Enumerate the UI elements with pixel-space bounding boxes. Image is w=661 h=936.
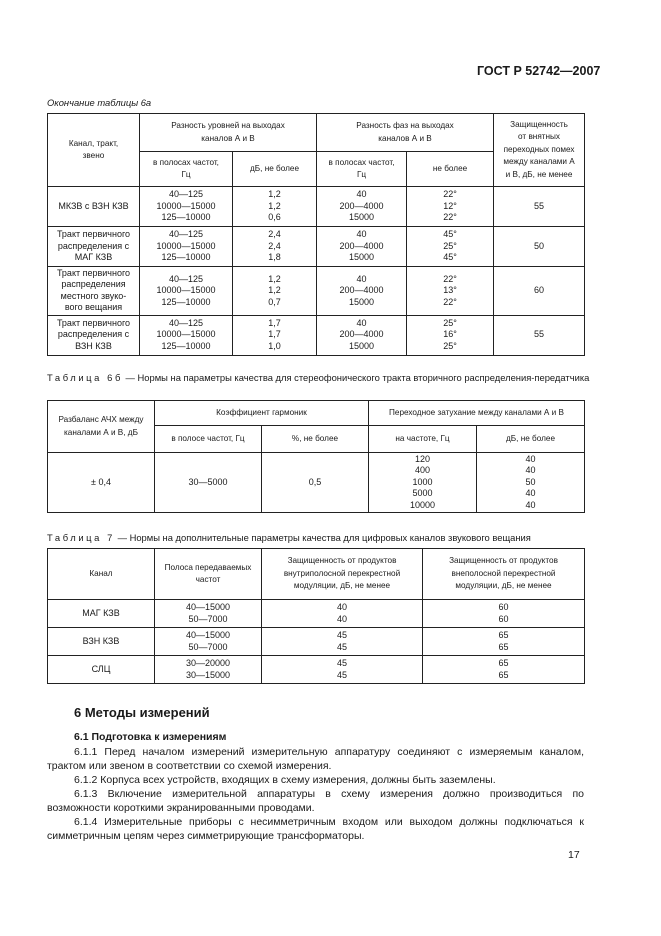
cell-band: 30—20000 30—15000	[155, 656, 262, 684]
cell-phase-freq: 40 200—4000 15000	[317, 315, 407, 355]
col-header-phase-freq: в полосах частот, Гц	[317, 152, 407, 187]
table-row	[48, 656, 585, 684]
page-number: 17	[568, 849, 580, 861]
document-code: ГОСТ Р 52742—2007	[477, 64, 601, 78]
cell-protection: 55	[494, 315, 585, 355]
cell-phase-max: 25° 16° 25°	[407, 315, 494, 355]
cell-phase-max: 45° 25° 45°	[407, 227, 494, 267]
cell-level-freq: 40—125 10000—15000 125—10000	[140, 267, 233, 316]
col-header-crosstalk-freq: на частоте, Гц	[369, 426, 477, 453]
cell-outband: 60 60	[423, 600, 585, 628]
cell-level-db: 1,7 1,7 1,0	[233, 315, 317, 355]
cell-level-freq: 40—125 10000—15000 125—10000	[140, 315, 233, 355]
table-row	[48, 315, 585, 355]
table-row	[48, 628, 585, 656]
cell-phase-freq: 40 200—4000 15000	[317, 267, 407, 316]
table-7-title: — Нормы на дополнительные параметры качества для цифровых каналов звукового вещания	[114, 532, 531, 543]
col-header-response-imbalance: Разбаланс АЧХ между каналами А и В, дБ	[48, 401, 155, 453]
table-row	[48, 600, 585, 628]
col-header-crosstalk-attenuation: Переходное затухание между каналами А и В	[369, 401, 585, 426]
cell-harmonic-freq: 30—5000	[155, 453, 262, 513]
col-header-harmonic-coefficient: Коэффициент гармоник	[155, 401, 369, 426]
table-6a-caption: Окончание таблицы 6а	[47, 97, 152, 108]
cell-phase-max: 22° 12° 22°	[407, 187, 494, 227]
cell-inband: 45 45	[262, 628, 423, 656]
cell-protection: 60	[494, 267, 585, 316]
cell-phase-freq: 40 200—4000 15000	[317, 187, 407, 227]
col-header-outband-protection: Защищенность от продуктов внеполосной перекрестной модуляции, дБ, не менее	[423, 549, 585, 600]
cell-crosstalk-freq: 120 400 1000 5000 10000	[369, 453, 477, 513]
cell-inband: 40 40	[262, 600, 423, 628]
cell-protection: 55	[494, 187, 585, 227]
row-channel-name: МКЗВ с ВЗН КЗВ	[48, 187, 140, 227]
paragraph-6-1-2: 6.1.2 Корпуса всех устройств, входящих в схему измерения, должны быть заземлены.	[74, 774, 496, 786]
table-row	[48, 187, 585, 227]
col-header-phase-difference: Разность фаз на выходах каналов А и В	[317, 114, 494, 152]
cell-phase-max: 22° 13° 22°	[407, 267, 494, 316]
cell-level-db: 1,2 1,2 0,6	[233, 187, 317, 227]
table-row	[48, 267, 585, 316]
cell-phase-freq: 40 200—4000 15000	[317, 227, 407, 267]
col-header-crosstalk-protection: Защищенность от внятных переходных помех между каналами А и В, дБ, не менее	[494, 114, 585, 187]
cell-crosstalk-db: 40 40 50 40 40	[477, 453, 585, 513]
table-7	[47, 548, 585, 684]
row-channel-name: СЛЦ	[48, 656, 155, 684]
col-header-level-difference: Разность уровней на выходах каналов А и В	[140, 114, 317, 152]
col-header-harmonic-freq: в полосе частот, Гц	[155, 426, 262, 453]
col-header-level-db: дБ, не более	[233, 152, 317, 187]
cell-outband: 65 65	[423, 656, 585, 684]
col-header-channel: Канал, тракт, звено	[48, 114, 140, 187]
cell-level-db: 2,4 2,4 1,8	[233, 227, 317, 267]
section-heading: 6 Методы измерений	[74, 705, 210, 720]
col-header-band: Полоса передаваемых частот	[155, 549, 262, 600]
cell-band: 40—15000 50—7000	[155, 628, 262, 656]
subsection-heading: 6.1 Подготовка к измерениям	[74, 731, 227, 743]
table-7-caption	[47, 532, 531, 543]
cell-imbalance: ± 0,4	[48, 453, 155, 513]
cell-outband: 65 65	[423, 628, 585, 656]
cell-protection: 50	[494, 227, 585, 267]
row-channel-name: МАГ КЗВ	[48, 600, 155, 628]
row-channel-name: Тракт первичного распределения с ВЗН КЗВ	[48, 315, 140, 355]
table-6a	[47, 113, 585, 356]
table-row	[48, 453, 585, 513]
paragraph-6-1-4: 6.1.4 Измерительные приборы с несимметричным входом или выходом должны подключаться к симметричным цепям через симметрирующие трансформаторы.	[47, 816, 584, 843]
col-header-inband-protection: Защищенность от продуктов внутриполосной перекрестной модуляции, дБ, не менее	[262, 549, 423, 600]
row-channel-name: Тракт первичного распределения местного звуко- вого вещания	[48, 267, 140, 316]
table-7-label: Таблица 7	[47, 532, 115, 543]
cell-level-db: 1,2 1,2 0,7	[233, 267, 317, 316]
table-6b	[47, 400, 585, 513]
col-header-crosstalk-db: дБ, не более	[477, 426, 585, 453]
row-channel-name: Тракт первичного распределения с МАГ КЗВ	[48, 227, 140, 267]
cell-level-freq: 40—125 10000—15000 125—10000	[140, 227, 233, 267]
table-6b-title: — Нормы на параметры качества для стереофонического тракта вторичного распределения-передатчика	[122, 372, 590, 383]
table-6b-caption	[47, 371, 602, 385]
col-header-channel: Канал	[48, 549, 155, 600]
col-header-phase-max: не более	[407, 152, 494, 187]
row-channel-name: ВЗН КЗВ	[48, 628, 155, 656]
cell-inband: 45 45	[262, 656, 423, 684]
cell-harmonic-pct: 0,5	[262, 453, 369, 513]
cell-level-freq: 40—125 10000—15000 125—10000	[140, 187, 233, 227]
table-6b-label: Таблица 6б	[47, 372, 123, 383]
col-header-harmonic-pct: %, не более	[262, 426, 369, 453]
col-header-level-freq: в полосах частот, Гц	[140, 152, 233, 187]
cell-band: 40—15000 50—7000	[155, 600, 262, 628]
paragraph-6-1-3: 6.1.3 Включение измерительной аппаратуры в схему измерения должно производиться по возможности короткими экранированными проводами.	[47, 788, 584, 815]
table-row	[48, 227, 585, 267]
paragraph-6-1-1: 6.1.1 Перед началом измерений измерительную аппаратуру соединяют с измеряемым каналом, трактом или звеном в соответствии со схемой измерения.	[47, 746, 584, 773]
